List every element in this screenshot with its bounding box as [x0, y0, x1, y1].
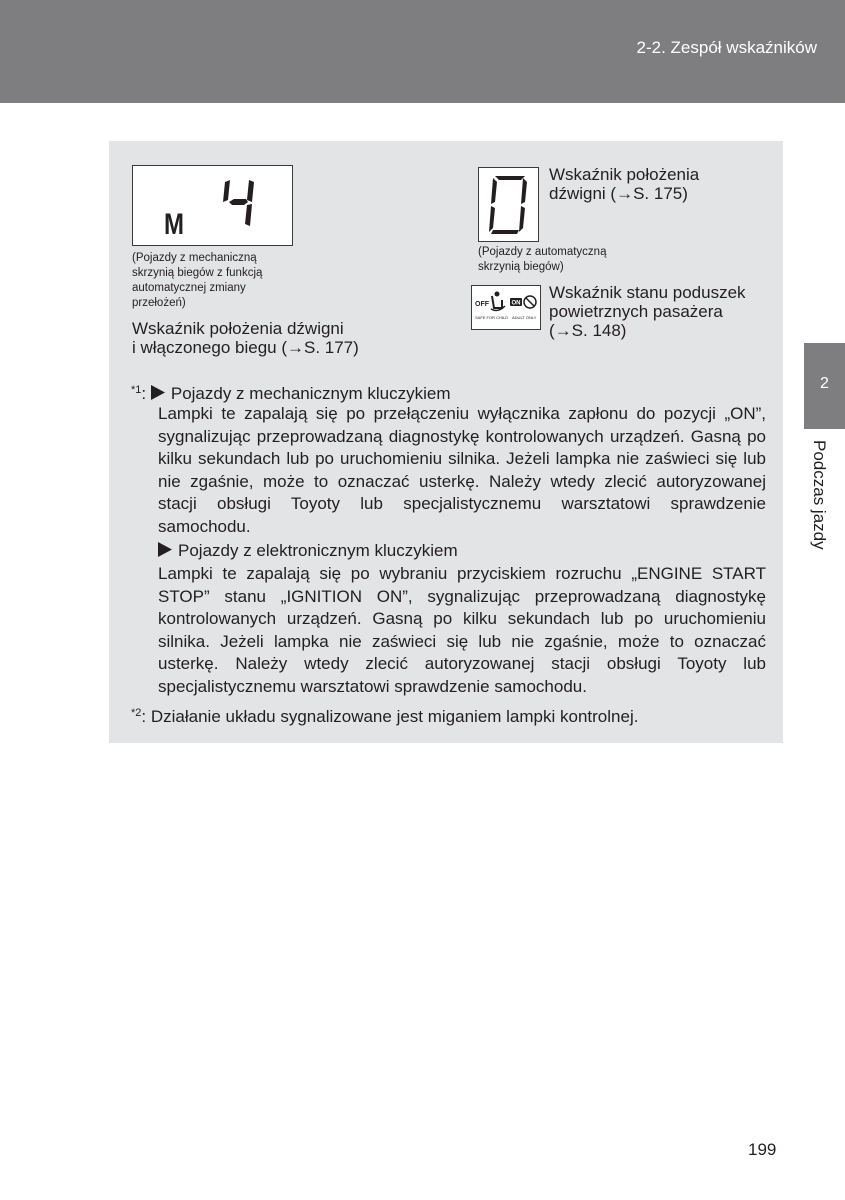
section-title: 2-2. Zespół wskaźników — [636, 38, 817, 57]
play-triangle-icon — [151, 385, 165, 400]
note2-row: $^{*2}$: Działanie układu sygnalizowane jest miganiem lampki kontrolnej. — [131, 707, 639, 726]
airbag-right-caption: ADULT ONLY — [512, 315, 537, 320]
airbag-label: Wskaźnik stanu poduszek powietrznych pasażera (→S. 148) — [549, 283, 746, 340]
note1-heading: Pojazdy z mechanicznym kluczykiem — [170, 384, 451, 403]
gear-digit-icon — [219, 178, 259, 228]
page-number: 199 — [748, 1140, 777, 1159]
note1b-heading-row — [158, 540, 458, 562]
airbag-on-text: ON — [511, 300, 521, 307]
auto-gear-display — [478, 167, 539, 242]
note1b-text: Lampki te zapalają się po wybraniu przyciskiem rozruchu „ENGINE START STOP” stanu „IGNITION ON”, sygnalizując przeprowadzaną diagnostykę kontrolowanych urządzeń. Gasną po kilku sekundach lub po uruchomieniu silnika. Jeżeli lampka nie zaświeci się lub nie zgaśnie, może to oznaczać usterkę. Należy wtedy zlecić autoryzowanej stacji obsługi Toyoty lub specjalistycznemu warsztatowi sprawdzenie samochodu. — [158, 564, 766, 696]
chapter-label: Podczas jazdy — [810, 440, 829, 550]
note1-marker: *1 — [131, 384, 142, 396]
note1b-heading: Pojazdy z elektronicznym kluczykiem — [178, 541, 458, 560]
play-triangle-icon — [158, 542, 172, 557]
manual-gear-label: Wskaźnik położenia dźwigni i włączonego biegu (→S. 177) — [132, 319, 359, 357]
shift-digit-icon — [485, 174, 533, 236]
note1-text: Lampki te zapalają się po przełączeniu wyłącznika zapłonu do pozycji „ON”, sygnalizując przeprowadzaną diagnostykę kontrolowanych urządzeń. Gasną po kilku sekundach lub po uruchomieniu silnika. Jeżeli lampka nie zaświeci się lub nie zgaśnie, może to oznaczać usterkę. Należy wtedy zlecić autoryzowanej stacji obsługi Toyoty lub specjalistycznemu warsztatowi sprawdzenie samochodu. — [158, 404, 766, 536]
airbag-left-caption: SAFE FOR CHILD — [475, 315, 509, 320]
airbag-off-text: OFF — [475, 301, 489, 308]
page-header — [0, 0, 845, 103]
chapter-number: 2 — [820, 375, 829, 392]
note2-marker: *2 — [131, 707, 142, 719]
mode-letter: M — [164, 208, 184, 241]
manual-caption: (Pojazdy z mechaniczną skrzynią biegów z funkcją automatycznej zmiany przełożeń) — [132, 252, 263, 309]
chapter-tab — [804, 343, 845, 429]
note1-heading-row: $^{*1}$: Pojazdy z mechanicznym kluczykiem — [131, 384, 451, 403]
note2-text: Działanie układu sygnalizowane jest miganiem lampki kontrolnej. — [150, 707, 639, 726]
auto-caption: (Pojazdy z automatyczną skrzynią biegów) — [478, 246, 607, 273]
passenger-airbag-icon — [472, 286, 540, 329]
airbag-status-indicator — [471, 285, 541, 330]
auto-gear-label: Wskaźnik położenia dźwigni (→S. 175) — [549, 165, 700, 203]
manual-gear-display — [132, 165, 293, 246]
